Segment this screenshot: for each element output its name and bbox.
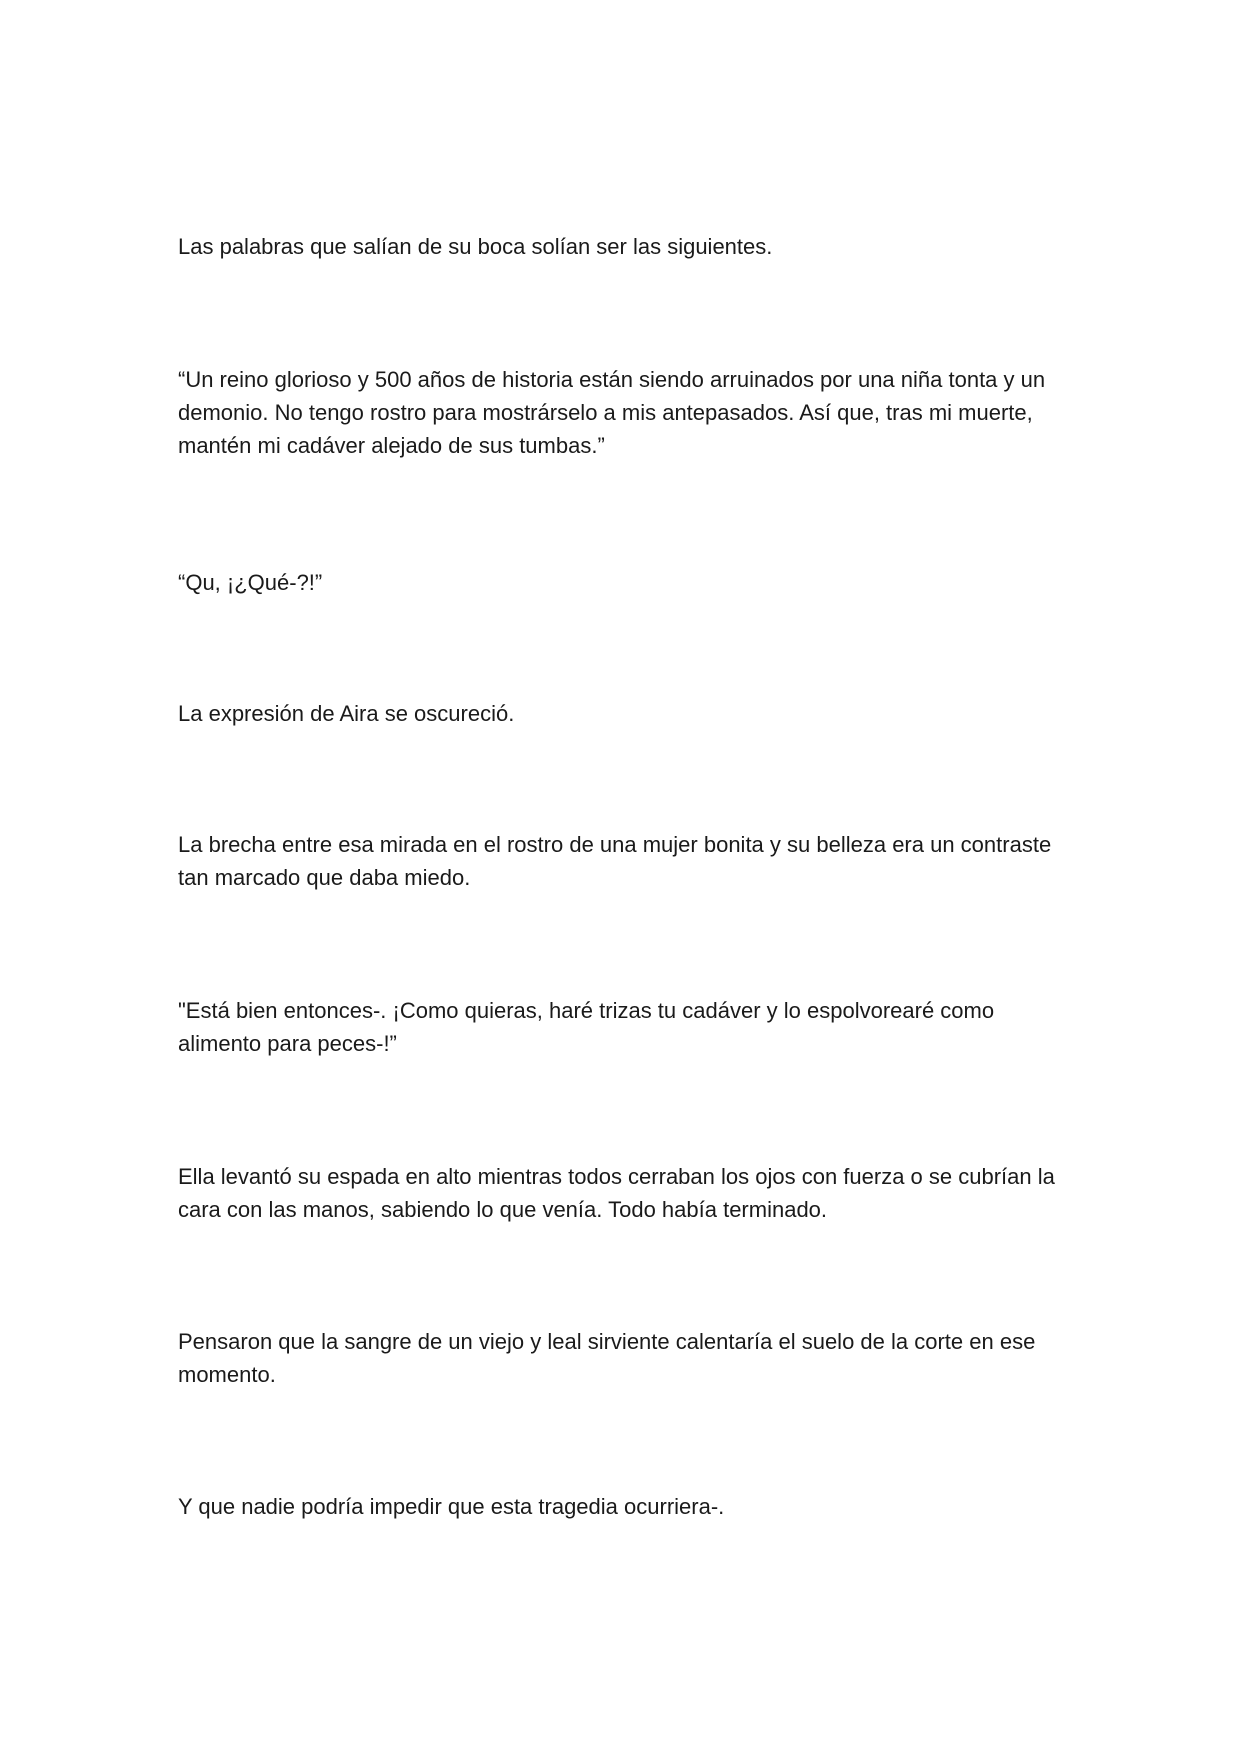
paragraph-6: "Está bien entonces-. ¡Como quieras, haré trizas tu cadáver y lo espolvorearé como alimento para peces-!” — [178, 998, 995, 1056]
paragraph-8: Pensaron que la sangre de un viejo y leal sirviente calentaría el suelo de la corte en ese momento. — [178, 1329, 1036, 1387]
paragraph-7: Ella levantó su espada en alto mientras todos cerraban los ojos con fuerza o se cubrían la cara con las manos, sabiendo lo que venía. Todo había terminado. — [178, 1164, 1055, 1222]
paragraph-4: La expresión de Aira se oscureció. — [178, 701, 515, 726]
paragraph-9: Y que nadie podría impedir que esta tragedia ocurriera-. — [178, 1494, 725, 1519]
paragraph-5: La brecha entre esa mirada en el rostro de una mujer bonita y su belleza era un contraste tan marcado que daba miedo. — [178, 832, 1052, 890]
paragraph-2: “Un reino glorioso y 500 años de historia están siendo arruinados por una niña tonta y un demonio. No tengo rostro para mostrárselo a mis antepasados. Así que, tras mi muerte, mantén mi cadáver alejado de sus tumbas.” — [178, 367, 1046, 458]
paragraph-3: “Qu, ¡¿Qué-?!” — [178, 570, 323, 595]
paragraph-1: Las palabras que salían de su boca solían ser las siguientes. — [178, 234, 773, 259]
